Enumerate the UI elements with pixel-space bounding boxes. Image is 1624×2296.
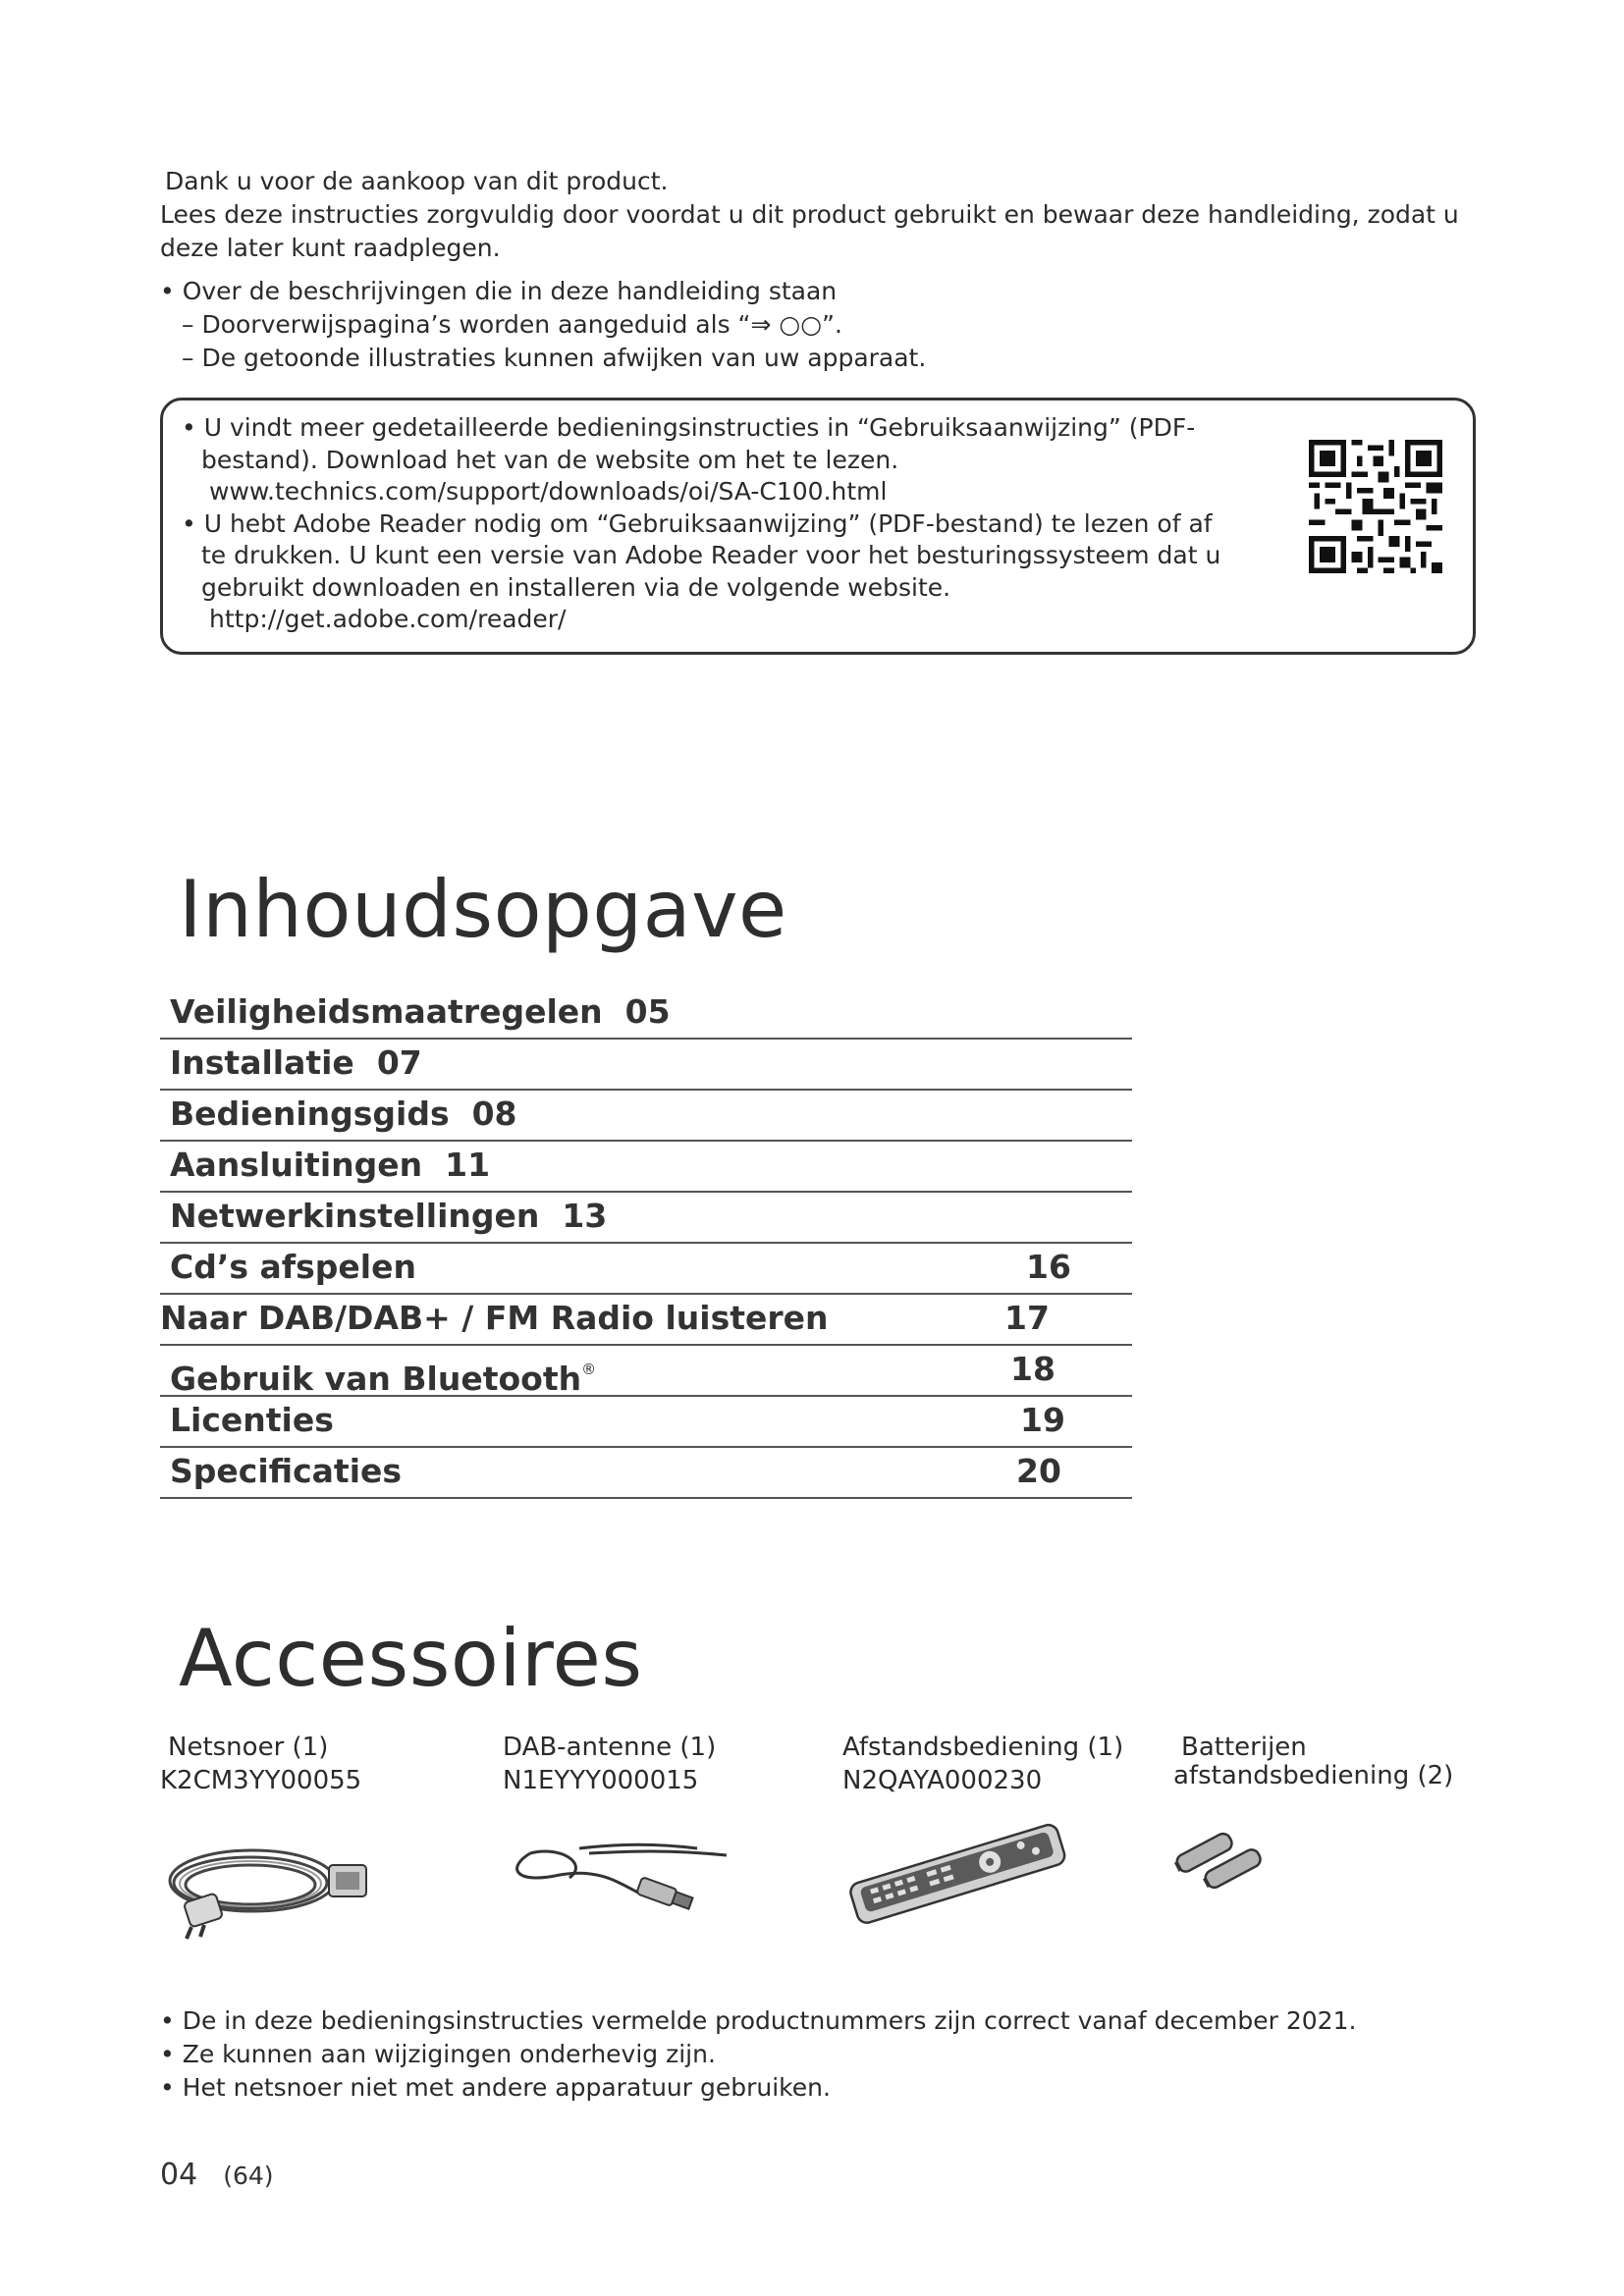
page-total: (64) xyxy=(223,2162,274,2190)
accessory-code: K2CM3YY00055 xyxy=(160,1766,362,1795)
page-number-value: 04 xyxy=(160,2158,198,2192)
toc-entry-label: Naar DAB/DAB+ / FM Radio luisteren xyxy=(160,1299,829,1337)
toc-entry-page: 20 xyxy=(1016,1452,1061,1490)
toc-row[interactable] xyxy=(160,1142,1132,1193)
manual-url[interactable]: www.technics.com/support/downloads/oi/SA-C100.html xyxy=(209,477,888,506)
accessory-name: Batterijen xyxy=(1181,1733,1307,1762)
notice-line: te drukken. U kunt een versie van Adobe Reader voor het besturingssysteem dat u xyxy=(201,541,1221,569)
toc-entry-label: Aansluitingen 11 xyxy=(170,1146,491,1184)
accessory-name-2: afstandsbediening (2) xyxy=(1173,1761,1454,1790)
toc-entry-page: 11 xyxy=(445,1146,491,1184)
accessory-dab-antenna xyxy=(503,1731,716,1797)
accessory-code: N2QAYA000230 xyxy=(842,1766,1043,1795)
toc-entry-label: Netwerkinstellingen 13 xyxy=(170,1197,608,1235)
toc-entry-label: Gebruik van Bluetooth® xyxy=(170,1360,597,1398)
toc-entry-page: 13 xyxy=(562,1197,608,1235)
toc-row[interactable] xyxy=(160,1193,1132,1244)
toc-row[interactable] xyxy=(160,1295,1132,1346)
toc-entry-label: Bedieningsgids 08 xyxy=(170,1095,517,1133)
qr-code-icon xyxy=(1309,440,1442,573)
toc-row[interactable] xyxy=(160,1091,1132,1142)
toc-entry-label: Cd’s afspelen xyxy=(170,1248,416,1286)
accessory-batteries xyxy=(1173,1731,1453,1792)
toc-row[interactable] xyxy=(160,988,1132,1040)
intro-text xyxy=(160,165,1476,375)
note-line: • De in deze bedieningsinstructies vermelde productnummers zijn correct vanaf december 2021. xyxy=(160,2006,1357,2035)
toc-entry-label: Specificaties xyxy=(170,1452,403,1490)
intro-dash: – De getoonde illustraties kunnen afwijken van uw apparaat. xyxy=(182,344,927,372)
toc-entry-page: 18 xyxy=(1010,1350,1056,1388)
remote-control-icon xyxy=(835,1814,1080,1932)
adobe-url[interactable]: http://get.adobe.com/reader/ xyxy=(209,605,567,633)
toc-row[interactable] xyxy=(160,1346,1132,1397)
accessory-code: N1EYYY000015 xyxy=(503,1766,699,1795)
toc-row[interactable] xyxy=(160,1448,1132,1499)
toc-row[interactable] xyxy=(160,1244,1132,1295)
toc-entry-page: 05 xyxy=(624,992,671,1031)
notice-text xyxy=(182,412,1222,636)
toc-entry-page: 07 xyxy=(376,1043,422,1082)
toc-entry-label: Installatie 07 xyxy=(170,1043,422,1082)
power-cord-icon xyxy=(157,1841,403,1949)
notice-line: • U hebt Adobe Reader nodig om “Gebruiksaanwijzing” (PDF-bestand) te lezen of af xyxy=(182,508,1213,538)
accessories-title: Accessoires xyxy=(179,1613,643,1704)
toc-entry-label: Veiligheidsmaatregelen 05 xyxy=(170,992,671,1031)
toc-entry-page: 17 xyxy=(1004,1299,1050,1337)
accessory-name: DAB-antenne (1) xyxy=(503,1733,717,1762)
notes xyxy=(160,2004,1356,2105)
notice-line: bestand). Download het van de website om het te lezen. xyxy=(201,445,899,474)
toc-entry-page: 08 xyxy=(471,1095,517,1133)
note-line: • Ze kunnen aan wijzigingen onderhevig zijn. xyxy=(160,2040,716,2068)
toc-title: Inhoudsopgave xyxy=(179,864,787,955)
intro-dash: – Doorverwijspagina’s worden aangeduid als “⇒ ○○”. xyxy=(182,310,842,339)
note-line: • Het netsnoer niet met andere apparatuur gebruiken. xyxy=(160,2073,831,2102)
accessory-remote xyxy=(842,1731,1123,1797)
toc-row[interactable] xyxy=(160,1040,1132,1091)
intro-line: deze later kunt raadplegen. xyxy=(160,234,501,262)
batteries-icon xyxy=(1168,1824,1286,1893)
accessory-power-cord xyxy=(160,1731,361,1797)
toc-entry-page: 19 xyxy=(1020,1401,1065,1439)
registered-mark: ® xyxy=(581,1361,597,1378)
intro-line: Lees deze instructies zorgvuldig door voordat u dit product gebruikt en bewaar deze handleiding, zodat u xyxy=(160,200,1459,229)
notice-line: • U vindt meer gedetailleerde bedieningsinstructies in “Gebruiksaanwijzing” (PDF- xyxy=(182,413,1196,442)
accessory-name: Afstandsbediening (1) xyxy=(842,1733,1124,1762)
intro-bullet: • Over de beschrijvingen die in deze handleiding staan xyxy=(160,277,838,305)
antenna-icon xyxy=(501,1824,746,1922)
accessory-name: Netsnoer (1) xyxy=(168,1733,329,1762)
page-number xyxy=(160,2158,274,2192)
table-of-contents xyxy=(160,988,1132,1499)
toc-entry-label: Licenties xyxy=(170,1401,334,1439)
toc-row[interactable] xyxy=(160,1397,1132,1448)
notice-line: gebruikt downloaden en installeren via de volgende website. xyxy=(201,572,951,602)
toc-entry-page: 16 xyxy=(1026,1248,1071,1286)
intro-line: Dank u voor de aankoop van dit product. xyxy=(165,167,669,195)
